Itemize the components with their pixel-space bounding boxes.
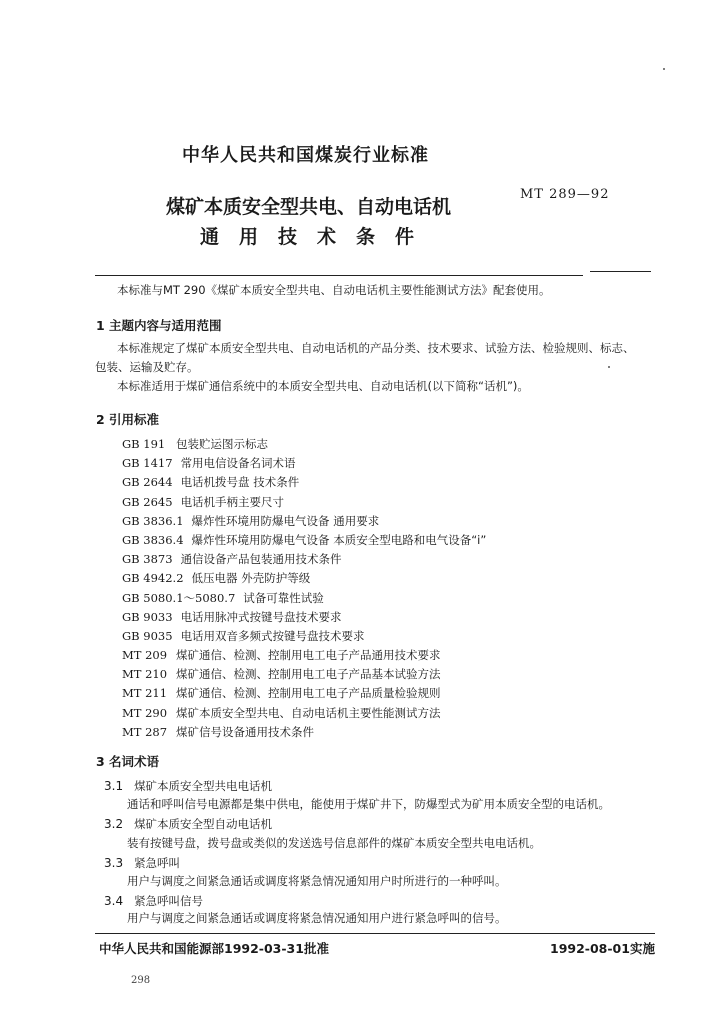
term-name: 紧急呼叫 xyxy=(134,856,181,870)
reference-title: 试备可靠性试验 xyxy=(243,590,324,605)
reference-title: 电话机拨号盘 技术条件 xyxy=(180,475,300,490)
reference-item xyxy=(122,494,486,513)
reference-code: MT 210 xyxy=(122,667,168,682)
reference-list xyxy=(122,436,486,743)
reference-code: GB 4942.2 xyxy=(122,571,184,586)
publisher-heading: 中华人民共和国煤炭行业标准 xyxy=(182,145,429,166)
reference-item xyxy=(122,666,486,685)
reference-code: GB 9033 xyxy=(122,609,173,624)
reference-title: 煤矿本质安全型共电、自动电话机主要性能测试方法 xyxy=(176,705,441,720)
section1-para1-line1: 本标准规定了煤矿本质安全型共电、自动电话机的产品分类、技术要求、试验方法、检验规则、标志、 xyxy=(117,341,635,355)
reference-code: GB 3873 xyxy=(122,552,173,567)
reference-code: GB 2644 xyxy=(122,475,173,490)
reference-code: GB 5080.1～5080.7 xyxy=(122,590,236,605)
page-number: 298 xyxy=(131,975,151,986)
reference-item xyxy=(122,705,486,724)
reference-title: 电话机手柄主要尺寸 xyxy=(180,494,285,509)
reference-code: GB 9035 xyxy=(122,628,173,643)
term-name: 煤矿本质安全型共电电话机 xyxy=(134,779,273,793)
reference-item xyxy=(122,724,486,743)
term-3-2-definition: 装有按键号盘，拨号盘或类似的发送选号信息部件的煤矿本质安全型共电电话机。 xyxy=(127,836,541,850)
reference-item xyxy=(122,628,486,647)
section1-para1-line2: 包装、运输及贮存。 xyxy=(95,360,199,374)
reference-item xyxy=(122,436,486,455)
section-heading-1: 1 主题内容与适用范围 xyxy=(96,318,222,333)
term-number: 3.1 xyxy=(104,779,124,793)
reference-title: 通信设备产品包装通用技术条件 xyxy=(180,552,342,567)
reference-code: GB 2645 xyxy=(122,494,173,509)
term-number: 3.4 xyxy=(104,894,124,908)
footer-rule xyxy=(95,933,655,934)
reference-title: 低压电器 外壳防护等级 xyxy=(191,571,311,586)
reference-code: MT 209 xyxy=(122,648,168,663)
term-3-4-definition: 用户与调度之间紧急通话或调度将紧急情况通知用户进行紧急呼叫的信号。 xyxy=(127,911,507,925)
reference-code: GB 3836.1 xyxy=(122,513,184,528)
section-heading-3: 3 名词术语 xyxy=(96,754,160,769)
reference-item xyxy=(122,455,486,474)
reference-title: 电话用脉冲式按键号盘技术要求 xyxy=(180,609,342,624)
reference-item xyxy=(122,532,486,551)
reference-item xyxy=(122,590,486,609)
section1-para2: 本标准适用于煤矿通信系统中的本质安全型共电、自动电话机(以下简称“话机”)。 xyxy=(117,379,529,393)
reference-title: 爆炸性环境用防爆电气设备 本质安全型电路和电气设备“i” xyxy=(191,532,487,547)
term-name: 紧急呼叫信号 xyxy=(134,894,204,908)
reference-code: MT 211 xyxy=(122,686,168,701)
term-3-3 xyxy=(104,857,180,870)
preface-text: 本标准与MT 290《煤矿本质安全型共电、自动电话机主要性能测试方法》配套使用。 xyxy=(117,283,551,297)
effective-date: 1992-08-01实施 xyxy=(550,941,655,956)
header-rule-right xyxy=(590,271,651,272)
reference-item xyxy=(122,647,486,666)
reference-item xyxy=(122,551,486,570)
term-number: 3.2 xyxy=(104,817,124,831)
term-3-4 xyxy=(104,895,203,908)
scan-speck xyxy=(663,68,665,70)
reference-item xyxy=(122,685,486,704)
term-3-3-definition: 用户与调度之间紧急通话或调度将紧急情况通知用户时所进行的一种呼叫。 xyxy=(127,874,507,888)
document-title-line2: 通用技术条件 xyxy=(200,226,435,248)
approval-line: 中华人民共和国能源部1992-03-31批准 xyxy=(99,941,329,956)
term-name: 煤矿本质安全型自动电话机 xyxy=(134,817,273,831)
reference-item xyxy=(122,570,486,589)
reference-title: 常用电信设备名词术语 xyxy=(180,456,296,471)
reference-code: GB 1417 xyxy=(122,456,173,471)
reference-item xyxy=(122,513,486,532)
reference-title: 电话用双音多频式按键号盘技术要求 xyxy=(180,628,365,643)
term-number: 3.3 xyxy=(104,856,124,870)
reference-title: 煤矿通信、检测、控制用电工电子产品基本试验方法 xyxy=(176,667,441,682)
reference-title: 包装贮运图示标志 xyxy=(176,437,268,451)
term-3-1-definition: 通话和呼叫信号电源都是集中供电，能使用于煤矿井下，防爆型式为矿用本质安全型的电话机。 xyxy=(127,797,610,811)
section-heading-2: 2 引用标准 xyxy=(96,412,160,427)
reference-title: 煤矿信号设备通用技术条件 xyxy=(176,724,314,739)
document-title-line1: 煤矿本质安全型共电、自动电话机 xyxy=(166,196,452,218)
reference-code: MT 290 xyxy=(122,705,168,720)
term-3-2 xyxy=(104,818,272,831)
header-rule-left xyxy=(95,275,583,276)
reference-title: 煤矿通信、检测、控制用电工电子产品质量检验规则 xyxy=(176,686,441,701)
reference-code: GB 191 xyxy=(122,437,166,451)
term-3-1 xyxy=(104,780,272,793)
standard-number: MT 289—92 xyxy=(520,187,610,202)
reference-title: 煤矿通信、检测、控制用电工电子产品通用技术要求 xyxy=(176,648,441,663)
reference-code: GB 3836.4 xyxy=(122,532,184,547)
reference-item xyxy=(122,609,486,628)
reference-code: MT 287 xyxy=(122,724,168,739)
scan-speck xyxy=(608,366,610,368)
reference-item xyxy=(122,474,486,493)
reference-title: 爆炸性环境用防爆电气设备 通用要求 xyxy=(191,513,380,528)
